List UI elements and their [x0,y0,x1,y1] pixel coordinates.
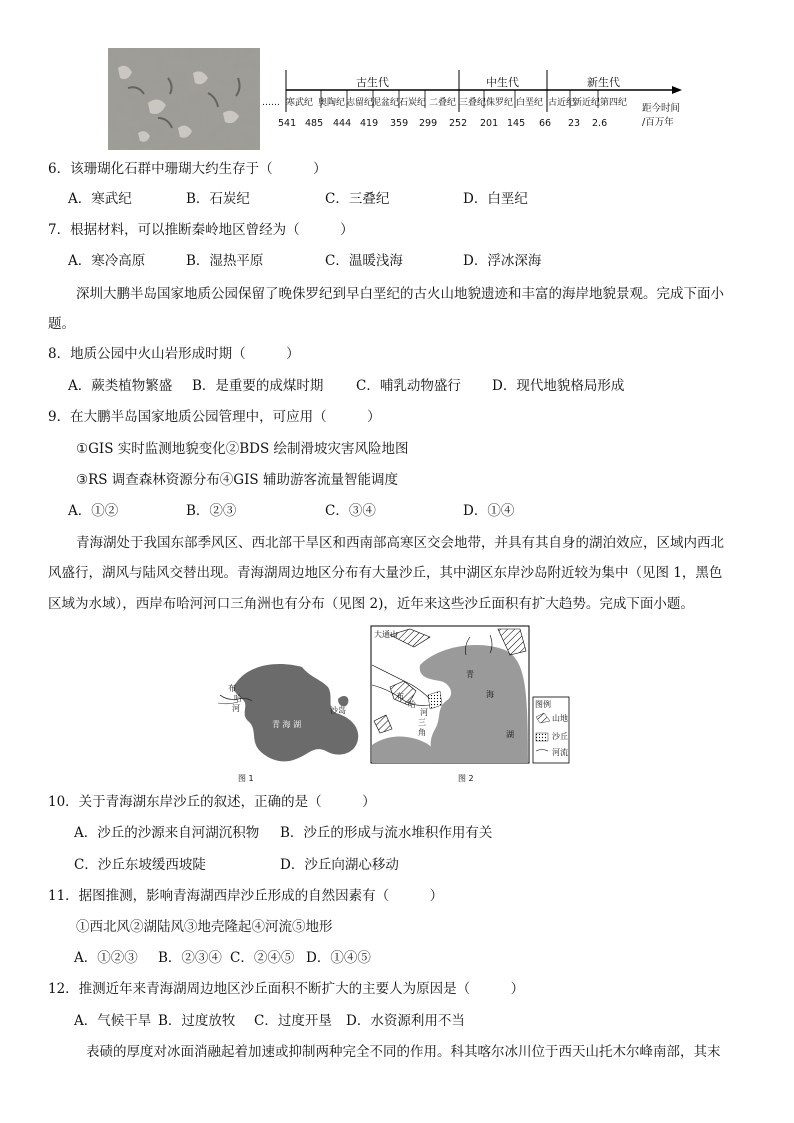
passage-qinghai-line-3: 区域为水域），西岸布哈河河口三角洲也有分布（见图 2)，近年来这些沙丘面积有扩大趋势。完成下面小题。 [48,596,694,612]
q6-stem: 6．该珊瑚化石群中珊瑚大约生存于（ ） [48,161,327,177]
period-ordovician: 奥陶纪 [318,98,346,108]
q9-items-line-1: ①GIS 实时监测地貌变化②BDS 绘制滑坡灾害风险地图 [76,441,409,457]
period-triassic: 三叠纪 [459,98,487,108]
fig2-lake-label-2: 海 [486,690,494,699]
age-2-6: 2.6 [592,118,608,129]
age-299: 299 [419,118,438,129]
q7-option-b[interactable]: B．湿热平原 [186,253,264,269]
q9-stem: 9．在大鹏半岛国家地质公园管理中，可应用（ ） [48,409,381,425]
q11-option-d[interactable]: D．①④⑤ [306,950,371,966]
timeline-axis-label: 距今时间 [642,103,681,114]
passage-glacier-line-1: 表碛的厚度对冰面消融起着加速或抑制两种完全不同的作用。科其喀尔冰川位于西天山托木尔峰南部，其末 [86,1044,721,1060]
q10-option-b[interactable]: B．沙丘的形成与流水堆积作用有关 [280,825,493,841]
q11-stem: 11．据图推测，影响青海湖西岸沙丘形成的自然因素有（ ） [48,888,444,904]
q12-option-b[interactable]: B．过度放牧 [158,1013,236,1029]
era-paleozoic: 古生代 [356,76,389,89]
age-66: 66 [539,118,552,129]
fig2-legend-mountain: 山地 [552,714,568,723]
fig2-river-label-2: 哈 [408,700,416,709]
passage-dapeng-line-2: 题。 [48,316,75,332]
q11-items: ①西北风②湖陆风③地壳隆起④河流⑤地形 [76,919,333,935]
fig2-river-label-3: 河 [420,708,428,717]
figure-1-map [210,655,370,785]
timeline-axis-unit: /百万年 [642,117,674,128]
period-neogene: 新近纪 [573,98,601,108]
era-cenozoic: 新生代 [587,76,620,89]
age-541: 541 [278,118,297,129]
q10-stem: 10．关于青海湖东岸沙丘的叙述，正确的是（ ） [48,794,376,810]
fig2-lake-label-3: 湖 [506,730,514,739]
era-mesozoic: 中生代 [486,76,519,89]
age-145: 145 [507,118,526,129]
fig2-delta-label-2: 角 [418,728,426,737]
fig2-legend-title: 图例 [535,700,551,709]
q9-option-b[interactable]: B．②③ [186,503,237,519]
period-carboniferous: 石炭纪 [399,98,427,108]
fig2-legend-river: 河流 [552,748,568,757]
age-252: 252 [449,118,468,129]
q8-option-d[interactable]: D．现代地貌格局形成 [492,378,625,394]
q9-option-d[interactable]: D．①④ [463,503,515,519]
q7-stem: 7．根据材料，可以推断秦岭地区曾经为（ ） [48,222,354,238]
q7-option-d[interactable]: D．浮冰深海 [463,253,542,269]
q6-option-a[interactable]: A．寒武纪 [68,191,132,207]
age-359: 359 [390,118,409,129]
period-paleogene: 古近纪 [548,98,576,108]
timeline-ellipsis: …… [262,98,280,108]
period-cambrian: 寒武纪 [286,98,314,108]
q12-stem: 12．推测近年来青海湖周边地区沙丘面积不断扩大的主要人为原因是（ ） [48,981,525,997]
q6-option-c[interactable]: C．三叠纪 [325,191,390,207]
period-devonian: 泥盆纪 [372,98,400,108]
figure-2-map [370,625,570,785]
fig1-lake-label: 青 海 湖 [272,720,302,729]
age-485: 485 [305,118,324,129]
fig1-caption: 图 1 [238,774,254,783]
geologic-timeline [262,66,692,136]
fig2-lake-label-1: 青 [466,670,474,679]
q11-option-b[interactable]: B．②③④ [158,950,222,966]
q7-option-a[interactable]: A．寒冷高原 [68,253,146,269]
q12-option-a[interactable]: A．气候干旱 [74,1013,152,1029]
fig2-river-label-1: 布 [396,692,404,701]
q9-option-a[interactable]: A．①② [68,503,119,519]
q12-option-c[interactable]: C．过度开垦 [254,1013,332,1029]
fig2-delta-label-1: 三 [418,718,426,727]
period-permian: 二叠纪 [429,98,457,108]
q10-option-d[interactable]: D．沙丘向湖心移动 [280,857,399,873]
q9-option-c[interactable]: C．③④ [325,503,376,519]
q6-option-b[interactable]: B．石炭纪 [186,191,250,207]
period-quaternary: 第四纪 [600,98,628,108]
q7-option-c[interactable]: C．温暖浅海 [325,253,403,269]
age-419: 419 [360,118,379,129]
q10-option-c[interactable]: C．沙丘东坡缓西坡陡 [74,857,206,873]
period-silurian: 志留纪 [346,98,374,108]
q8-option-b[interactable]: B．是重要的成煤时期 [192,378,324,394]
fig2-mountain-label: 大通山 [374,630,398,639]
q6-option-d[interactable]: D．白垩纪 [463,191,528,207]
period-cretaceous: 白垩纪 [516,98,544,108]
fig2-legend-dune: 沙丘 [552,732,568,741]
coral-fossil-photo [108,48,260,150]
q11-option-c[interactable]: C．②④⑤ [230,950,295,966]
period-jurassic: 侏罗纪 [486,98,514,108]
q8-option-a[interactable]: A．蕨类植物繁盛 [68,378,173,394]
fig1-river-label-3: 河 [232,704,240,713]
q8-stem: 8．地质公园中火山岩形成时期（ ） [48,346,300,362]
passage-qinghai-line-1: 青海湖处于我国东部季风区、西北部干旱区和西南部高寒区交会地带，并具有其自身的湖泊效应，区域内西北 [76,535,724,551]
q11-option-a[interactable]: A．①②③ [74,950,138,966]
q8-option-c[interactable]: C．哺乳动物盛行 [356,378,461,394]
age-201: 201 [480,118,499,129]
age-444: 444 [333,118,352,129]
q10-option-a[interactable]: A．沙丘的沙源来自河湖沉积物 [74,825,260,841]
passage-qinghai-line-2: 风盛行，湖风与陆风交替出现。青海湖周边地区分布有大量沙丘，其中湖区东岸沙岛附近较为集中（见图 1，黑色 [48,565,723,581]
fig1-island-label: 沙岛 [330,706,346,715]
passage-dapeng-line-1: 深圳大鹏半岛国家地质公园保留了晚侏罗纪到早白垩纪的古火山地貌遗迹和丰富的海岸地貌景观。完成下面小 [76,286,724,302]
fig1-river-label-1: 布 [228,684,236,693]
q9-items-line-2: ③RS 调查森林资源分布④GIS 辅助游客流量智能调度 [76,472,398,488]
age-23: 23 [568,118,581,129]
fig1-river-label-2: 哈 [234,694,242,703]
q12-option-d[interactable]: D．水资源利用不当 [346,1013,465,1029]
fig2-caption: 图 2 [458,774,474,783]
